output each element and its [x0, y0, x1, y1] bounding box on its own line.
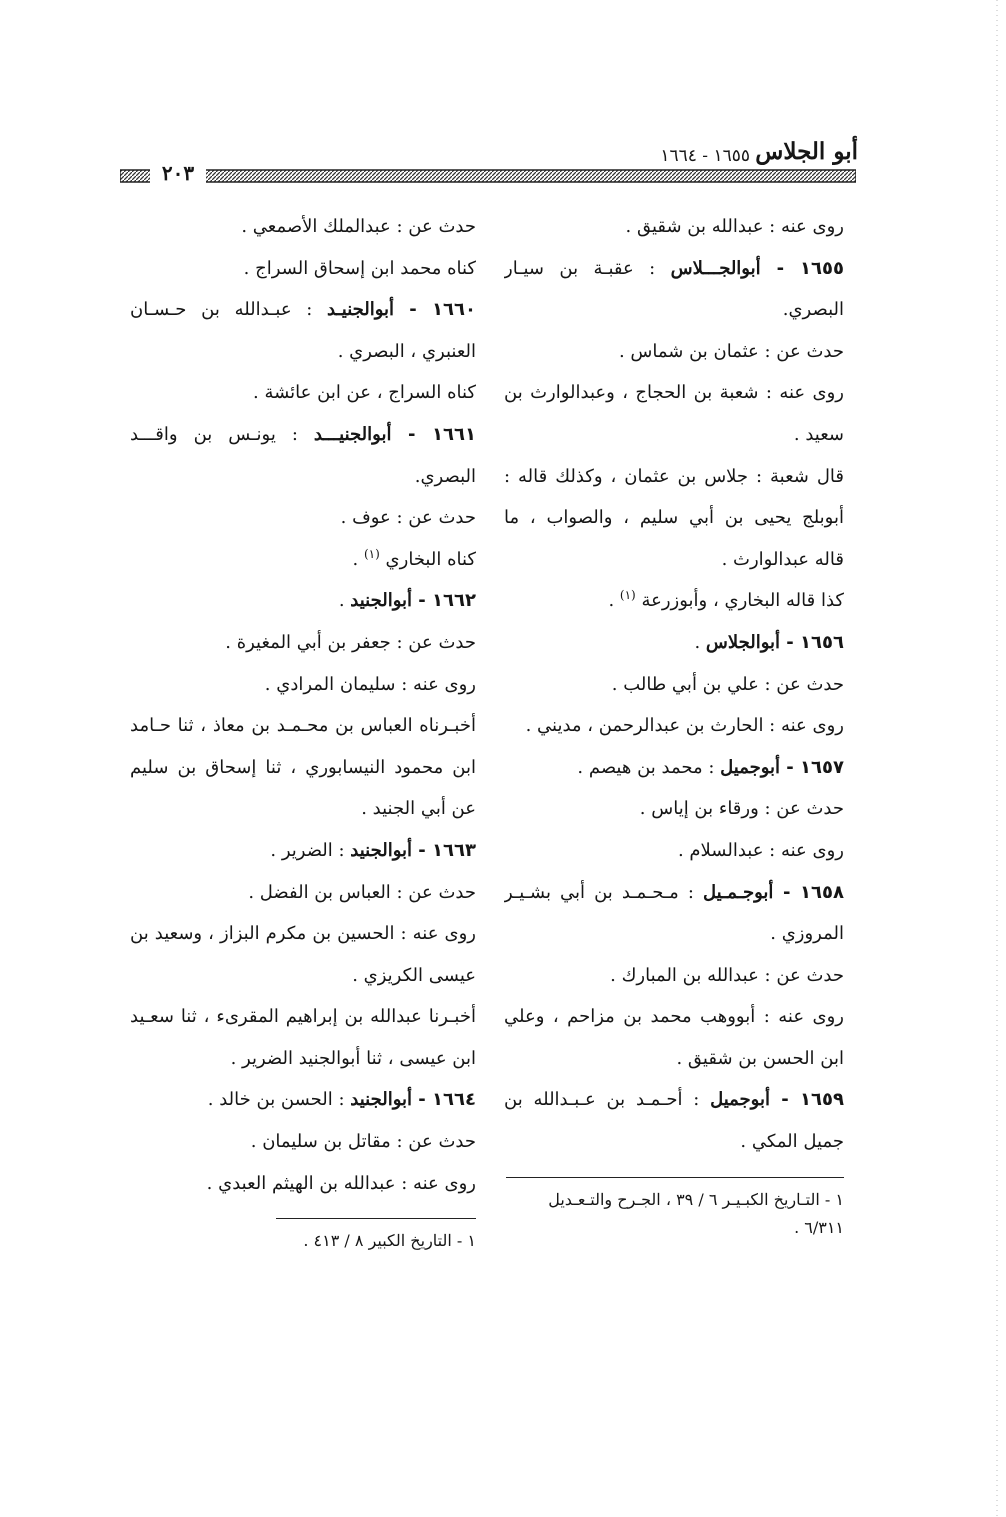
entry-name: أبوالجنيـد [327, 299, 395, 321]
entry-heading [504, 1079, 844, 1121]
line-text: روى عنه : أبووهب محمد بن مزاحم ، وعلي [504, 1006, 844, 1028]
text-line [130, 955, 476, 997]
line-text: البصري. [414, 465, 476, 487]
line-text: ابن الحسن بن شقيق . [676, 1047, 844, 1069]
line-text: كناه محمد ابن إسحاق السراج . [243, 257, 476, 279]
text-line [130, 539, 476, 581]
line-text: حدث عن : جعفر بن أبي المغيرة . [225, 631, 476, 653]
line-text: كناه السراج ، عن ابن عائشة . [253, 382, 476, 404]
line-text: جميل المكي . [740, 1131, 844, 1153]
entry-description: : محمد بن هيصم . [577, 756, 721, 778]
entry-number: ١٦٦٠ - [394, 299, 476, 321]
entry-name: أبوالجنيـــد [313, 423, 392, 445]
running-head-title: أبو الجلاس [755, 138, 858, 165]
line-text: حدث عن : عثمان بن شماس . [618, 340, 844, 362]
text-line [130, 1038, 476, 1080]
line-text: كناه البخاري [385, 548, 476, 570]
line-text: روى عنه : الحسين بن مكرم البزاز ، وسعيد بن [130, 923, 476, 945]
line-text: روى عنه : الحارث بن عبدالرحمن ، مديني . [525, 715, 844, 737]
entry-heading [504, 248, 844, 290]
text-line [504, 913, 844, 955]
text-line [130, 1121, 476, 1163]
text-line [130, 788, 476, 830]
line-text: أخبـرناه العباس بن محـمـد بن معاذ ، ثنا حـامد [130, 715, 476, 737]
text-line [130, 747, 476, 789]
text-line [504, 996, 844, 1038]
text-line [130, 248, 476, 290]
footnote: ١ - التاريخ الكبير ٨ / ٤١٣ . [303, 1231, 476, 1251]
right-column [504, 206, 844, 1242]
entry-heading [130, 289, 476, 331]
entry-name: أبوالجنيد [350, 839, 413, 861]
entry-name: أبوالجـــلاس [670, 257, 761, 279]
line-text: أخبـرنا عبدالله بن إبراهيم المقرىء ، ثنا سعـيد [130, 1006, 476, 1028]
text-line [504, 289, 844, 331]
entry-heading [504, 622, 844, 664]
entry-number: ١٦٥٥ - [760, 257, 844, 279]
line-text: كذا قاله البخاري ، وأبوزرعة [641, 590, 844, 612]
footnote-rule [506, 1177, 844, 1178]
line-text: روى عنه : عبدالله بن شقيق . [625, 216, 844, 237]
line-text: أبوبلج يحيى بن أبي سليم ، والصواب ، ما [504, 507, 844, 529]
text-line [130, 622, 476, 664]
page-number: ٢٠٣ [150, 160, 206, 186]
text-line [130, 705, 476, 747]
text-line [504, 414, 844, 456]
running-head-range: ١٦٥٥ - ١٦٦٤ [660, 146, 750, 166]
entry-number: ١٦٥٨ - [773, 881, 844, 903]
entry-heading [130, 830, 476, 872]
entry-heading [130, 1079, 476, 1121]
text-line [130, 913, 476, 955]
line-text: سعيد . [793, 423, 844, 445]
line-text: روى عنه : سليمان المرادي . [264, 673, 476, 695]
line-text: عن أبي الجنيد . [361, 798, 476, 820]
entry-name: أبوالجنيد [350, 1089, 413, 1111]
footnote: ١ - التـاريخ الكبـيـر ٦ / ٣٩ ، الجـرح والتـعـديل [548, 1189, 844, 1209]
entry-name: أبوجـمـيل [702, 881, 774, 903]
line-text-tail: . [608, 590, 620, 612]
page-edge-dots [994, 0, 1000, 1517]
text-line [504, 456, 844, 498]
footnote-ref: (١) [363, 546, 380, 561]
line-text: العنبري ، البصري . [337, 340, 476, 362]
line-text: روى عنه : عبدالله بن الهيثم العبدي . [206, 1172, 476, 1194]
entry-heading [504, 872, 844, 914]
footnote: ٦/٣١١ . [794, 1217, 844, 1237]
entry-description: : يونـس بن واقـــد [130, 423, 314, 445]
left-column [130, 206, 476, 1255]
line-text: البصري. [782, 299, 844, 321]
text-line [130, 206, 476, 248]
text-line [130, 664, 476, 706]
line-text: حدث عن : عوف . [340, 507, 476, 529]
entry-description: : مـحـمـد بن أبي بشـيـر [504, 881, 703, 903]
header-rule [120, 168, 856, 184]
entry-number: ١٦٦٢ - [412, 590, 476, 612]
text-line [130, 996, 476, 1038]
line-text: حدث عن : العباس بن الفضل . [248, 881, 476, 903]
line-text: روى عنه : شعبة بن الحجاج ، وعبدالوارث بن [504, 382, 844, 404]
footnote-rule [276, 1218, 476, 1219]
text-line [504, 372, 844, 414]
text-line [130, 372, 476, 414]
line-text: حدث عن : علي بن أبي طالب . [611, 673, 844, 695]
entry-heading [504, 747, 844, 789]
text-line [504, 1121, 844, 1163]
text-line [130, 456, 476, 498]
text-line [130, 497, 476, 539]
text-line [504, 539, 844, 581]
text-line [504, 497, 844, 539]
line-text: قال شعبة : جلاس بن عثمان ، وكذلك قاله : [504, 465, 844, 487]
line-text: حدث عن : عبدالملك الأصمعي . [241, 216, 476, 237]
text-line [130, 1163, 476, 1205]
entry-name: أبوجميل [710, 1089, 770, 1111]
entry-description: : الضرير . [270, 839, 351, 861]
entry-heading [130, 580, 476, 622]
text-line [504, 788, 844, 830]
text-line [504, 664, 844, 706]
line-text: حدث عن : مقاتل بن سليمان . [250, 1131, 476, 1153]
line-text: عيسى الكريزي . [352, 964, 476, 986]
entry-description: : أحـمـد بن عـبـدالله بن [504, 1089, 711, 1111]
text-line [504, 580, 844, 622]
line-text: المروزي . [770, 923, 844, 945]
text-line [130, 872, 476, 914]
line-text: حدث عن : ورقاء بن إياس . [639, 798, 844, 820]
line-text: روى عنه : عبدالسلام . [677, 839, 844, 861]
text-line [504, 206, 844, 248]
text-line [504, 705, 844, 747]
text-line [130, 331, 476, 373]
entry-heading [130, 414, 476, 456]
entry-number: ١٦٥٧ - [780, 756, 844, 778]
entry-description: : الحسن بن خالد . [207, 1089, 351, 1111]
line-text: حدث عن : عبدالله بن المبارك . [610, 964, 844, 986]
entry-name: أبوالجلاس [705, 631, 781, 653]
entry-number: ١٦٥٦ - [780, 631, 844, 653]
entry-description: . [694, 631, 706, 653]
entry-number: ١٦٥٩ - [769, 1089, 844, 1111]
line-text: قاله عبدالوارث . [721, 548, 844, 570]
entry-number: ١٦٦٤ - [412, 1089, 476, 1111]
entry-description: : عقبـة بن سيـار [504, 257, 671, 279]
text-line [504, 955, 844, 997]
footnote-ref: (١) [619, 588, 636, 603]
entry-number: ١٦٦٣ - [412, 839, 476, 861]
line-text: ابن عيسى ، ثنا أبوالجنيد الضرير . [230, 1047, 476, 1069]
entry-number: ١٦٦١ - [391, 423, 476, 445]
text-line [504, 830, 844, 872]
entry-name: أبوالجنيد [350, 590, 413, 612]
entry-name: أبوجميل [720, 756, 781, 778]
entry-description: : عبـدالله بن حـسـان [130, 299, 328, 321]
entry-description: . [338, 590, 351, 612]
line-text: ابن محمود النيسابوري ، ثنا إسحاق بن سليم [130, 756, 476, 778]
line-text-tail: . [352, 548, 364, 570]
text-line [504, 331, 844, 373]
text-line [504, 1038, 844, 1080]
